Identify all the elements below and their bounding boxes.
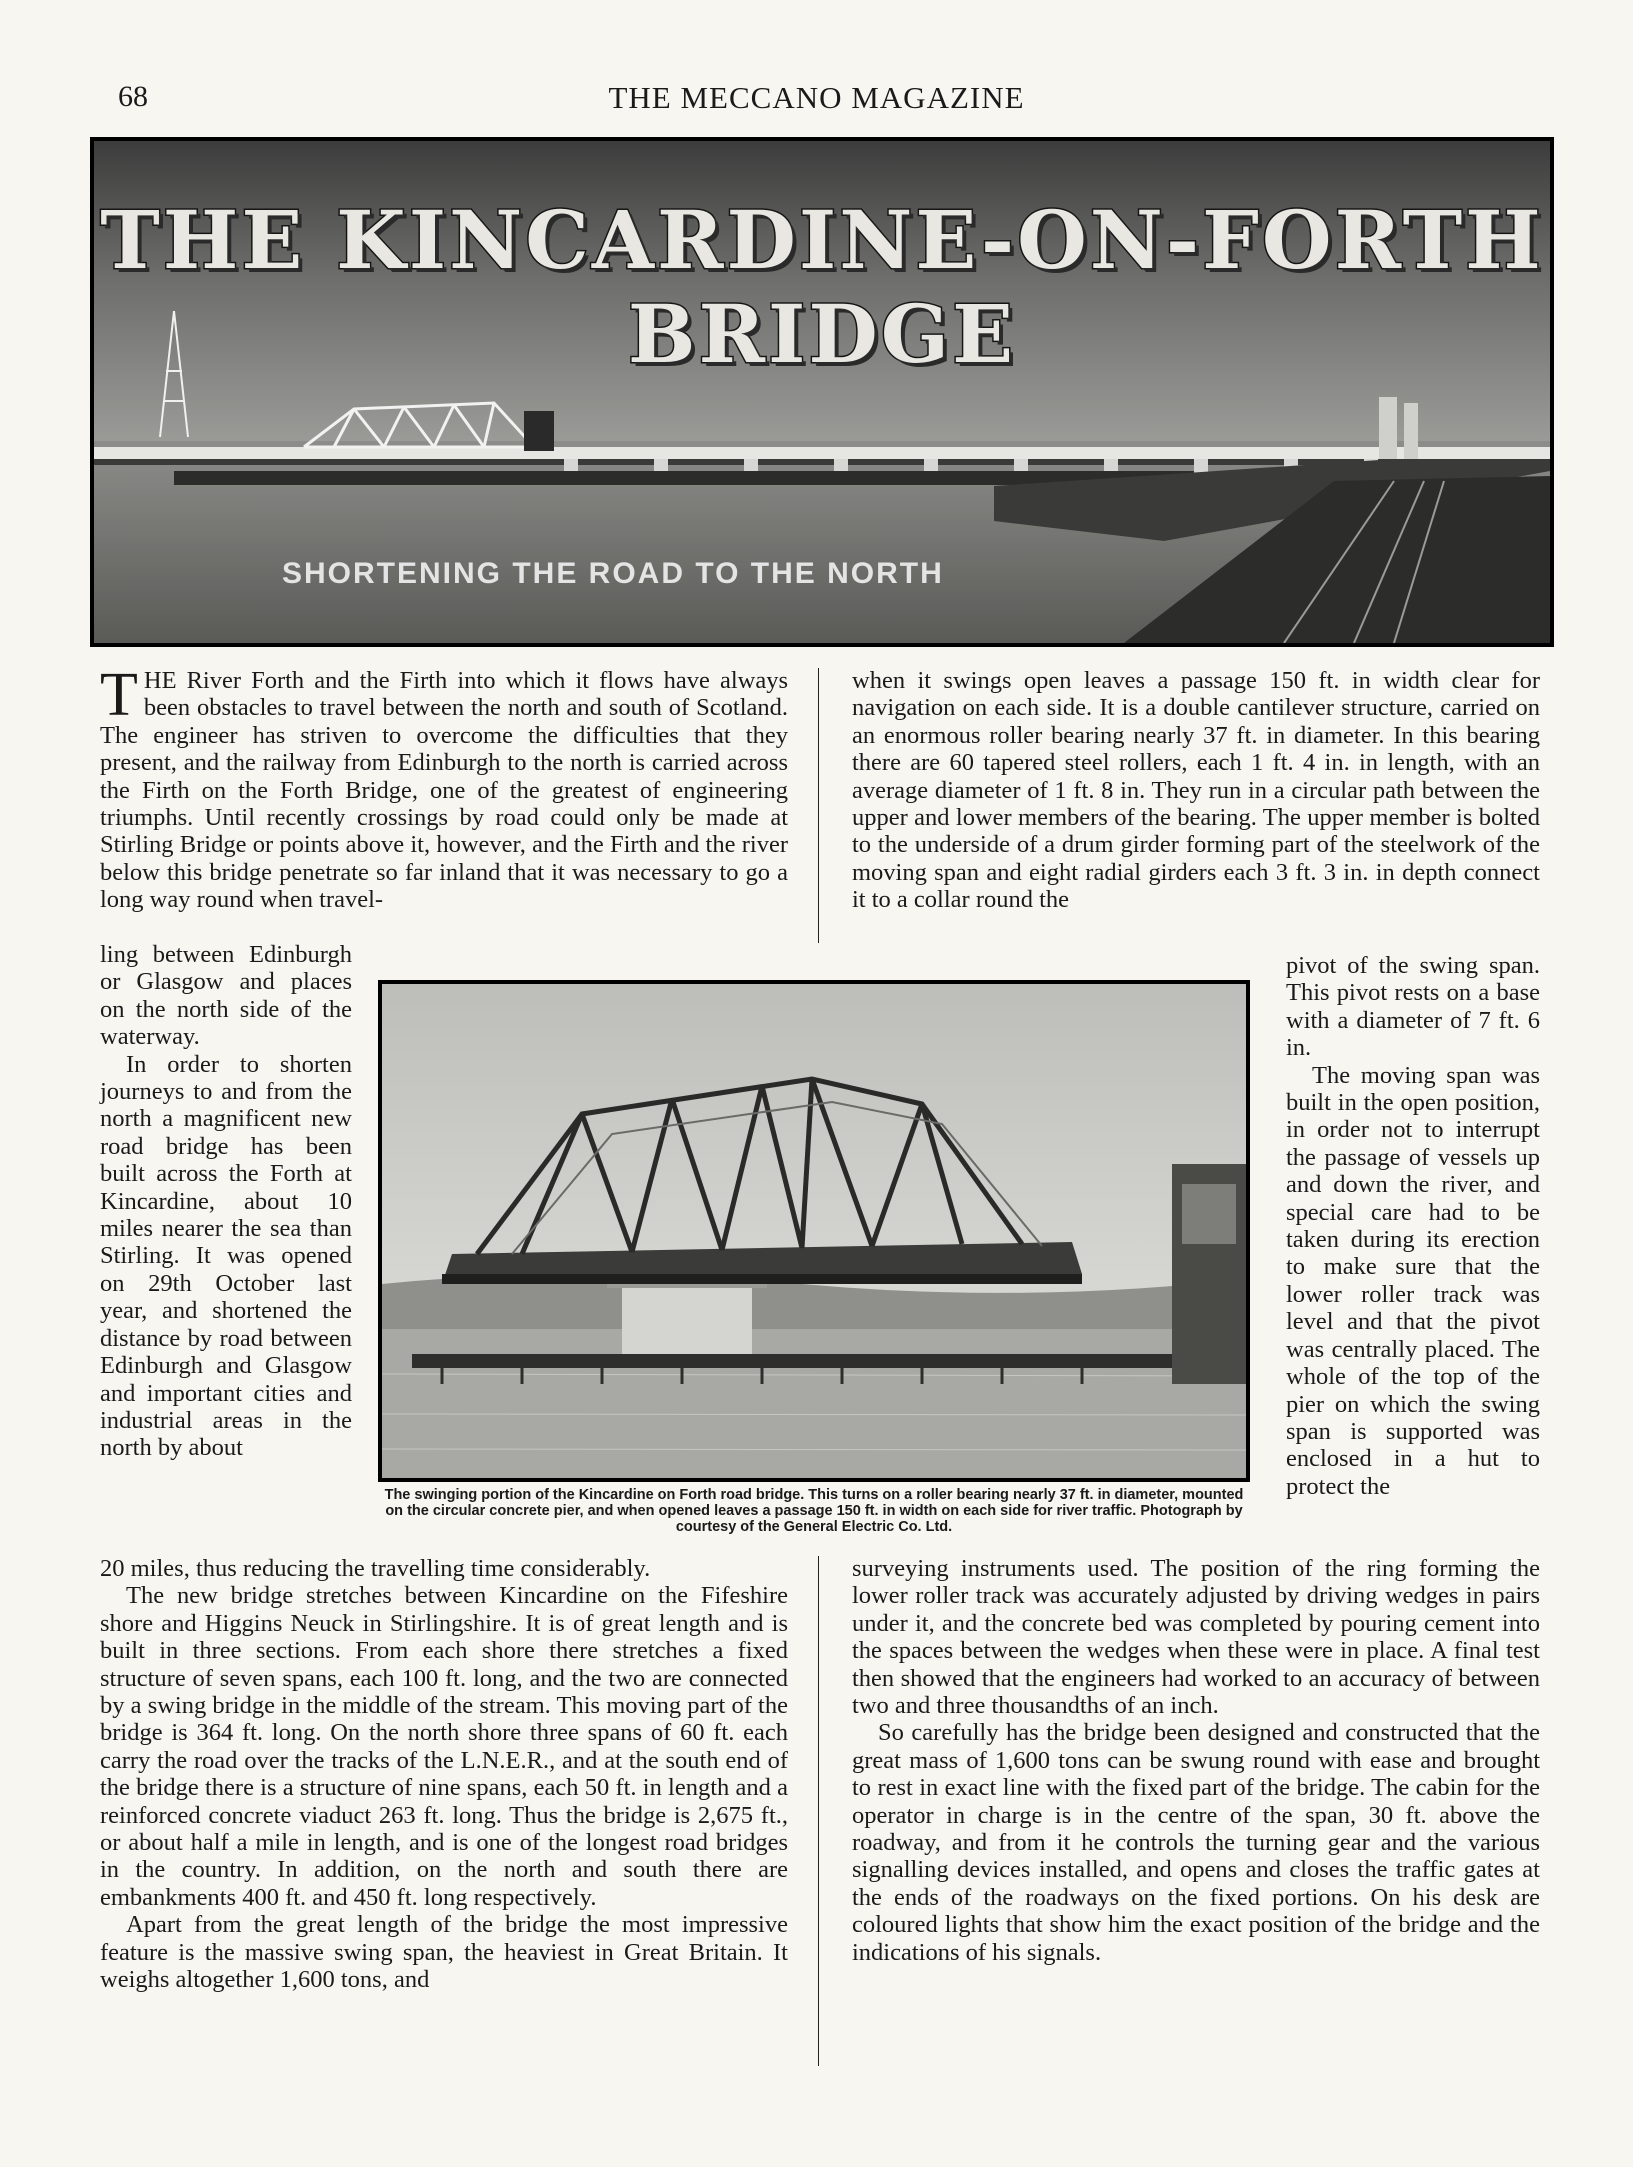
swing-span-photo [378, 980, 1250, 1482]
article-column-left-bottom [100, 1555, 788, 1994]
article-column-left-narrow [100, 941, 352, 1462]
article-paragraph: when it swings open leaves a passage 150 ft. in width clear for navigation on each side. It is a double cantilever structure, carried on an enormous roller bearing nearly 37 ft. in diameter. In this bearing there are 60 tapered steel rollers, each 1 ft. 4 in. in length, with an average diameter of 1 ft. 8 in. They run in a circular path between the upper and lower members of the bearing. The upper member is bolted to the underside of a drum girder forming part of the steelwork of the moving span and eight radial girders each 3 ft. 3 in. in depth connect it to a collar round the [852, 667, 1540, 914]
column-divider [818, 1556, 819, 2066]
article-paragraph: So carefully has the bridge been designed and constructed that the great mass of 1,600 tons can be swung round with ease and brought to rest in exact line with the fixed part of the bridge. The cabin for the operator in charge is in the centre of the span, 30 ft. above the roadway, and from it he controls the turning gear and the various signalling devices installed, and opens and closes the traffic gates at the ends of the roadways on the fixed portions. On his desk are coloured lights that show him the exact position of the bridge and the indications of his signals. [852, 1719, 1540, 1966]
article-column-left-top [100, 661, 788, 914]
banner-title: THE KINCARDINE-ON-FORTH BRIDGE [100, 193, 1544, 381]
article-paragraph: The moving span was built in the open position, in order not to interrupt the passage of vessels up and down the river, and special care had to be taken during its erection to make sure that the lower roller track was level and that the pivot was centrally placed. The whole of the top of the pier on which the swing span is supported was enclosed in a hut to protect the [1286, 1061, 1540, 1500]
page-number: 68 [118, 80, 148, 113]
article-column-right-bottom [852, 1555, 1540, 1966]
article-paragraph: In order to shorten journeys to and from the north a magnificent new road bridge has been built across the Forth at Kincardine, about 10 miles nearer the sea than Stirling. It was opened on 29th October last year, and shortened the distance by road between Edinburgh and Glasgow and important cities and industrial areas in the north by about [100, 1050, 352, 1462]
swing-span-image [382, 984, 1246, 1478]
photo-caption: The swinging portion of the Kincardine on Forth road bridge. This turns on a roller bearing nearly 37 ft. in diameter, mounted on the circular concrete pier, and when opened leaves a passage 150 ft. in width on each side for river traffic. Photograph by courtesy of the General Electric Co. Ltd. [384, 1487, 1244, 1535]
article-paragraph: ling between Edinburgh or Glasgow and places on the north side of the waterway. [100, 941, 352, 1051]
article-paragraph: pivot of the swing span. This pivot rests on a base with a diameter of 7 ft. 6 in. [1286, 952, 1540, 1062]
article-intro-text: HE River Forth and the Firth into which it flows have always been obstacles to travel between the north and south of Scotland. The engineer has striven to overcome the difficulties that they present, and the railway from Edinburgh to the north is carried across the Firth on the Forth Bridge, one of the greatest of engineering triumphs. Until recently crossings by road could only be made at Stirling Bridge or points above it, however, and the Firth and the river below this bridge penetrate so far inland that it was necessary to go a long way round when travel- [100, 667, 788, 914]
article-paragraph: 20 miles, thus reducing the travelling time considerably. [100, 1555, 651, 1582]
banner-tagline: SHORTENING THE ROAD TO THE NORTH [282, 557, 944, 590]
dropcap-letter: T [100, 661, 138, 729]
banner-photo [90, 137, 1554, 647]
article-column-right-top [852, 667, 1540, 914]
article-paragraph: Apart from the great length of the bridge the most impressive feature is the massive swing span, the heaviest in Great Britain. It weighs altogether 1,600 tons, and [100, 1911, 788, 1994]
article-paragraph: The new bridge stretches between Kincardine on the Fifeshire shore and Higgins Neuck in Stirlingshire. It is of great length and is built in three sections. From each shore there stretches a fixed structure of seven spans, each 100 ft. long, and the two are connected by a swing bridge in the middle of the stream. This moving part of the bridge is 364 ft. long. On the north shore three spans of 60 ft. each carry the road over the tracks of the L.N.E.R., and at the south end of the bridge there is a structure of nine spans, each 50 ft. in length and a reinforced concrete viaduct 263 ft. long. Thus the bridge is 2,675 ft., or about half a mile in length, and is one of the longest road bridges in the country. In addition, on the north and south there are embankments 400 ft. and 450 ft. long respectively. [100, 1582, 788, 1911]
running-head: THE MECCANO MAGAZINE [608, 80, 1025, 115]
column-divider [818, 668, 819, 943]
article-paragraph: surveying instruments used. The position of the ring forming the lower roller track was accurately adjusted by driving wedges in pairs under it, and the concrete bed was completed by pouring cement into the spaces between the wedges when these were in place. A final test then showed that the engineers had worked to an accuracy of between two and three thousandths of an inch. [852, 1555, 1540, 1720]
article-column-right-narrow [1286, 952, 1540, 1500]
